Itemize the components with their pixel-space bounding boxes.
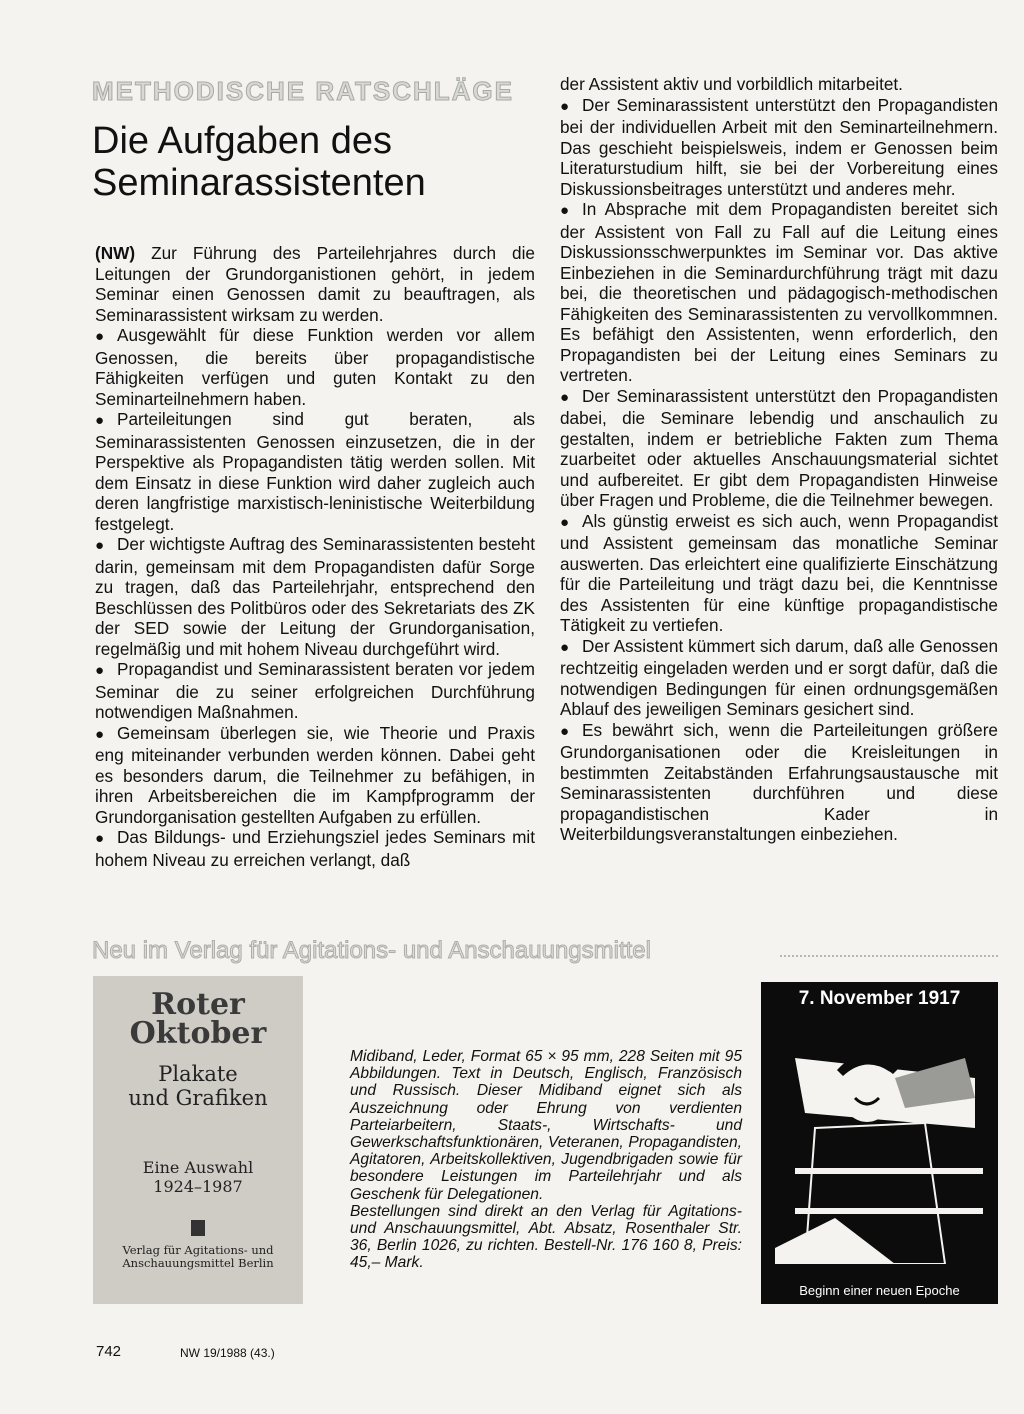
source-tag: (NW) [95, 243, 136, 263]
book-cover-image [93, 976, 303, 1304]
publisher-logo-icon [191, 1220, 205, 1236]
bullet-paragraph: ● Der Seminarassistent unterstützt den Propagandisten bei der individuellen Arbeit mit den Seminarteilnehmern. Das geschieht beispielsweis, indem er Genossen beim Literaturstudium hilft, sie bei der Vorbereitung eines Diskussionsbeitrages unterstützt und anderes mehr. [560, 95, 998, 200]
article-title: Die Aufgaben des Seminarassistenten [92, 120, 426, 204]
order-info: Bestellungen sind direkt an den Verlag für Agitations- und Anschauungsmittel, Abt. Absatz, Rosenthaler Str. 36, Berlin 1026, zu richten. Bestell-Nr. 176 160 8, Preis: 45,– Mark. [350, 1202, 742, 1272]
bullet-paragraph: ● Parteileitungen sind gut beraten, als Seminarassistenten Genossen einzusetzen, die in der Perspektive als Propagandisten tätig werden sollen. Mit dem Einsatz in diese Funktion wird daher zugleich auch deren langfristige marxistisch-leninistische Weiterbildung festgelegt. [95, 409, 535, 534]
banner-divider [780, 955, 998, 957]
continuation-paragraph: der Assistent aktiv und vorbildlich mitarbeitet. [560, 74, 903, 94]
left-column [95, 243, 535, 870]
bullet-paragraph: ● Es bewährt sich, wenn die Parteileitungen größere Grundorganisationen oder die Kreisleitungen in bestimmten Zeitabständen Erfahrungsaustausche mit Seminarassistenten durchführen und diese propagandistischen Kader in Weiterbildungsveranstaltungen einbeziehen. [560, 720, 998, 845]
book-subtitle [93, 1062, 303, 1110]
bullet-paragraph: ● Der wichtigste Auftrag des Seminarassistenten besteht darin, gemeinsam mit dem Propagandisten dafür Sorge zu tragen, daß das Parteilehrjahr, entsprechend den Beschlüssen des Politbüros oder des Sekretariats des ZK der SED sowie der Leitung der Grundorganisation, regelmäßig und mit hohem Niveau durchgeführt wird. [95, 534, 535, 659]
poster-title: 7. November 1917 [798, 988, 961, 1009]
right-column [560, 74, 998, 845]
bullet-paragraph: ● Der Assistent kümmert sich darum, daß alle Genossen rechtzeitig eingeladen werden und er sorgt dafür, daß die notwendigen Bedingungen für einen ordnungsgemäßen Ablauf des jeweiligen Seminars gesichert sind. [560, 636, 998, 720]
issue-reference: NW 19/1988 (43.) [180, 1346, 275, 1360]
bullet-paragraph: ● Gemeinsam überlegen sie, wie Theorie und Praxis eng miteinander verbunden werden können. Dabei geht es besonders darum, die Teilnehmer zu befähigen, in ihren Arbeitsbereichen die im Kampfprogramm der Grundorganisation gestellten Aufgaben zu erfüllen. [95, 723, 535, 828]
book-subtitle-line: und Grafiken [128, 1086, 268, 1110]
book-title [93, 987, 303, 1051]
sailor-illustration-icon [775, 1018, 983, 1264]
book-title-line: Oktober [129, 1016, 267, 1051]
bullet-paragraph: ● Propagandist und Seminarassistent beraten vor jedem Seminar die zu seiner erfolgreichen Durchführung notwendigen Maßnahmen. [95, 659, 535, 723]
book-publisher [93, 1244, 303, 1270]
book-selection [93, 1158, 303, 1196]
section-rubric: METHODISCHE RATSCHLÄGE [92, 76, 514, 106]
book-publisher-line: Verlag für Agitations- und [122, 1243, 274, 1257]
poster-caption: Beginn einer neuen Epoche [799, 1283, 960, 1298]
advert-banner: Neu im Verlag für Agitations- und Anschauungsmittel [92, 937, 651, 964]
intro-text: Zur Führung des Parteilehrjahres durch die Leitungen der Grundorganistionen gehört, in jedem Seminar einen Genossen damit zu beauftragen, als Seminarassistent wirksam zu werden. [95, 243, 535, 325]
bullet-paragraph: ● Das Bildungs- und Erziehungsziel jedes Seminars mit hohem Niveau zu erreichen verlangt, daß [95, 827, 535, 870]
book-publisher-line: Anschauungsmittel Berlin [122, 1256, 274, 1270]
intro-paragraph [95, 243, 535, 325]
page-number: 742 [96, 1343, 122, 1360]
book-title-line: Roter [151, 987, 245, 1022]
poster-image [761, 982, 998, 1304]
bullet-paragraph: ● Ausgewählt für diese Funktion werden vor allem Genossen, die bereits über propagandistische Fähigkeiten verfügen und guten Kontakt zu den Seminarteilnehmern haben. [95, 325, 535, 409]
book-description [350, 1048, 742, 1272]
book-selection-line: Eine Auswahl [142, 1158, 254, 1177]
book-subtitle-line: Plakate [158, 1062, 238, 1086]
book-selection-line: 1924–1987 [153, 1177, 243, 1196]
bullet-paragraph: ● Der Seminarassistent unterstützt den Propagandisten dabei, die Seminare lebendig und anschaulich zu gestalten, indem er betriebliche Fakten zum Thema zuarbeitet oder aktuelles Anschauungsmaterial sichtet und aufbereitet. Er gibt dem Propagandisten Hinweise über Fragen und Probleme, die die Teilnehmer bewegen. [560, 386, 998, 511]
bullet-paragraph: ● Als günstig erweist es sich auch, wenn Propagandist und Assistent gemeinsam das monatliche Seminar auswerten. Das erleichtert eine qualifizierte Einschätzung für die Parteileitung und trägt dazu bei, die Kenntnisse des Assistenten für eine künftige propagandistische Tätigkeit zu vertiefen. [560, 511, 998, 636]
description-text: Midiband, Leder, Format 65 × 95 mm, 228 Seiten mit 95 Abbildungen. Text in Deutsch, Englisch, Französisch und Russisch. Dieser Midiband eignet sich als Auszeichnung oder Ehrung von verdienten Parteiarbeitern, Staats-, Wirtschafts- und Gewerkschaftsfunktionären, Veteranen, Propagandisten, Agitatoren, Arbeitskollektiven, Jugendbrigaden sowie für besondere Leistungen im Parteilehrjahr und als Geschenk für Delegationen. [350, 1048, 742, 1203]
bullet-paragraph: ● In Absprache mit dem Propagandisten bereitet sich der Assistent von Fall zu Fall auf die Leitung eines Diskussionsschwerpunktes im Seminar vor. Das aktive Einbeziehen in die Seminardurchführung trägt mit dazu bei, die theoretischen und pädagogisch-methodischen Fähigkeiten des Seminarassistenten zu vervollkommnen. Es befähigt den Assistenten, wenn erforderlich, den Propagandisten bei der Leitung eines Seminars zu vertreten. [560, 199, 998, 386]
